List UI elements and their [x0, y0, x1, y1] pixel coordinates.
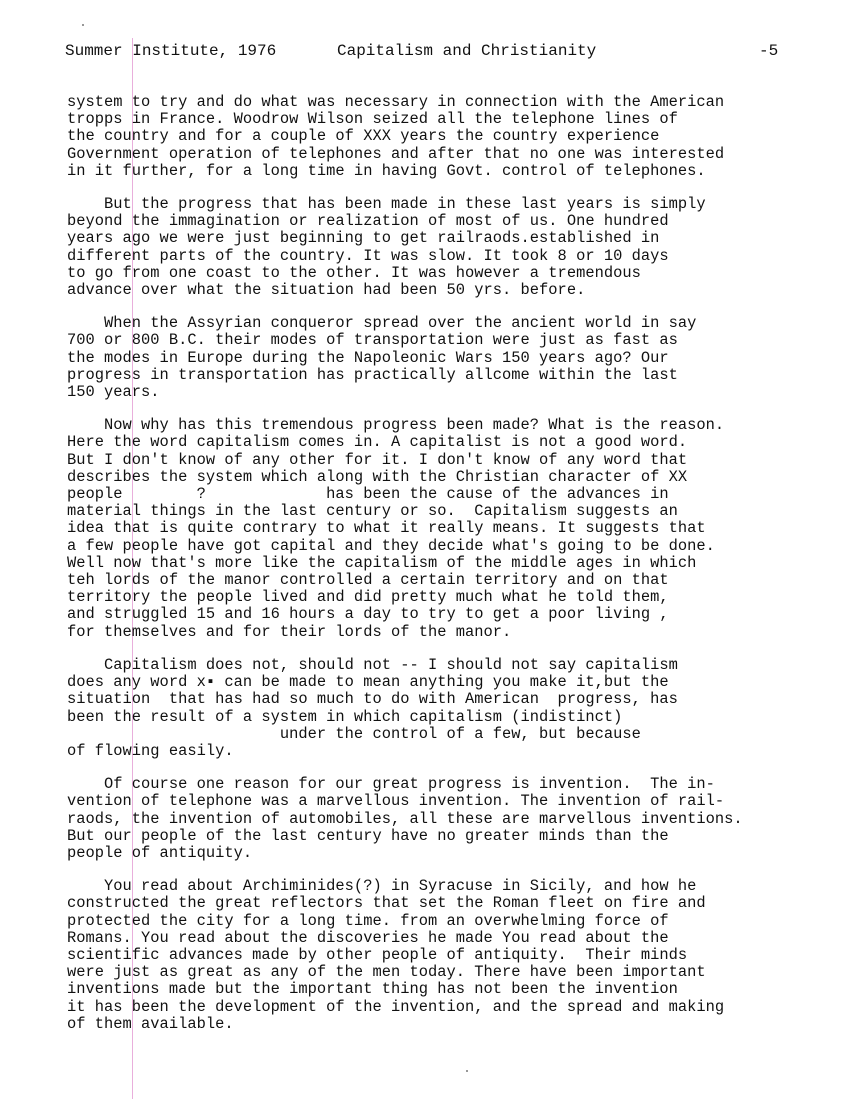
paragraph: Now why has this tremendous progress been made? What is the reason. Here the word capitalism comes in. A capitalist is not a good word. But I don't know of any other for it. I don't know of any word that describes the system which along with the Christian character of XX people ? has been the cause of the advances in material things in the last century or so. Capitalism suggests an idea that is quite contrary to what it really means. It suggests that a few people have got capital and they decide what's going to be done. Well now that's more like the capitalism of the middle ages in which teh lords of the manor controlled a certain territory and on that territory the people lived and did pretty much what he told them, and struggled 15 and 16 hours a day to try to get a poor living , for themselves and for their lords of the manor. — [67, 416, 725, 641]
header-page-number: -5 — [759, 42, 779, 60]
paragraph: You read about Archiminides(?) in Syracuse in Sicily, and how he constructed the great reflectors that set the Roman fleet on fire and protected the city for a long time. from an overwhelming force of Romans. You read about the discoveries he made You read about the scientific advances made by other people of antiquity. Their minds were just as great as any of the men today. There have been important inventions made but the important thing has not been the invention it has been the development of the invention, and the spread and making of them available. — [67, 877, 725, 1033]
stray-mark — [466, 1070, 468, 1072]
paragraph: system to try and do what was necessary in connection with the American tropps in France. Woodrow Wilson seized all the telephone lines of the country and for a couple of XXX years the country experience Government operation of telephones and after that no one was interested in it further, for a long time in having Govt. control of telephones. — [67, 93, 725, 180]
paragraph: Capitalism does not, should not -- I should not say capitalism does any word x▪ can be made to mean anything you make it,but the situation that has had so much to do with American progress, has been the result of a system in which capitalism (indistinct) under the control of a few, but because of flowing easily. — [67, 655, 678, 760]
paragraph: Of course one reason for our great progress is invention. The in- vention of telephone was a marvellous invention. The invention of rail- raods, the invention of automobiles, all these are marvellous inventions. But our people of the last century have no greater minds than the people of antiquity. — [67, 775, 743, 862]
page-header — [65, 42, 785, 66]
header-institute: Summer Institute, 1976 — [65, 42, 277, 60]
header-title: Capitalism and Christianity — [337, 42, 597, 60]
paragraph: When the Assyrian conqueror spread over the ancient world in say 700 or 800 B.C. their modes of transportation were just as fast as the modes in Europe during the Napoleonic Wars 150 years ago? Our progress in transportation has practically allcome within the last 150 years. — [67, 314, 697, 402]
document-body — [67, 94, 807, 1033]
paragraph: But the progress that has been made in these last years is simply beyond the immagination or realization of most of us. One hundred years ago we were just beginning to get railraods.established in different parts of the country. It was slow. It took 8 or 10 days to go from one coast to the other. It was however a tremendous advance over what the situation had been 50 yrs. before. — [67, 195, 706, 300]
stray-mark — [82, 24, 84, 26]
